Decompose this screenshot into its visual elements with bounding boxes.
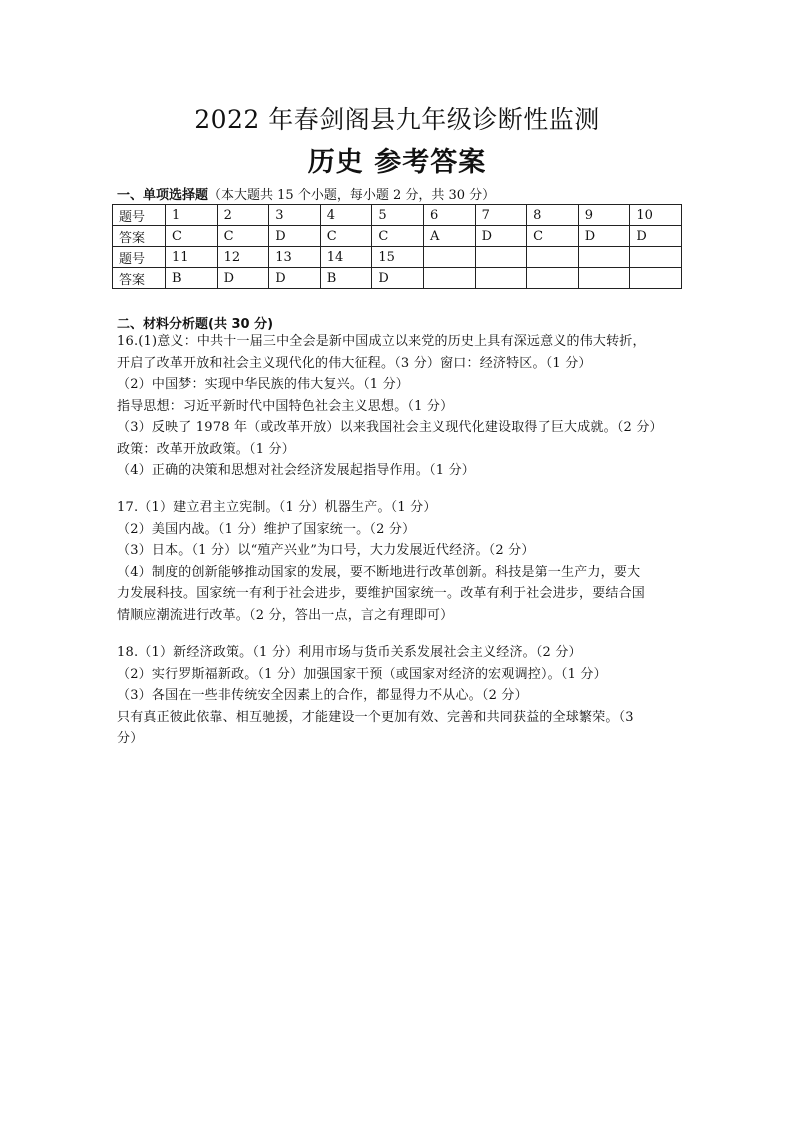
answer-table-cell <box>630 247 682 268</box>
q16-line: 16.(1)意义：中共十一届三中全会是新中国成立以来党的历史上具有深远意义的伟大转折， <box>117 334 646 349</box>
q18-line: 分） <box>117 731 144 746</box>
answer-table-cell: 7 <box>475 205 527 226</box>
answer-table-cell: C <box>217 226 269 247</box>
answer-table-cell <box>475 247 527 268</box>
answer-table-cell: A <box>423 226 475 247</box>
answer-table-cell: D <box>372 268 424 289</box>
answer-table-cell <box>578 247 630 268</box>
answer-table <box>112 204 682 289</box>
q17-line: （3）日本。（1 分）以“殖产兴业”为口号，大力发展近代经济。（2 分） <box>117 543 535 558</box>
answer-table-row-header: 答案 <box>113 268 166 289</box>
answer-table-cell: 4 <box>320 205 372 226</box>
answer-table-cell: D <box>630 226 682 247</box>
q16-line: （4）正确的决策和思想对社会经济发展起指导作用。（1 分） <box>117 463 475 478</box>
answer-table-cell: 13 <box>269 247 321 268</box>
answer-table-cell <box>527 268 579 289</box>
answer-table-cell: C <box>372 226 424 247</box>
answer-table-cell: 2 <box>217 205 269 226</box>
answer-table-cell: 14 <box>320 247 372 268</box>
q16-line: 指导思想：习近平新时代中国特色社会主义思想。（1 分） <box>117 398 454 414</box>
question-18-answer <box>117 642 685 750</box>
answer-table-cell: 5 <box>372 205 424 226</box>
answer-table-cell: 12 <box>217 247 269 268</box>
answer-table-cell: D <box>578 226 630 247</box>
q16-line: 开启了改革开放和社会主义现代化的伟大征程。（3 分）窗口：经济特区。（1 分） <box>117 355 592 371</box>
answer-table-row-header: 题号 <box>113 247 166 268</box>
answer-table-cell: 1 <box>166 205 218 226</box>
document-title: 2022 年春剑阁县九年级诊断性监测 <box>194 105 600 134</box>
answer-table-cell <box>630 268 682 289</box>
q17-line: 17.（1）建立君主立宪制。（1 分）机器生产。（1 分） <box>117 500 437 515</box>
q16-line: 政策：改革开放政策。（1 分） <box>117 441 295 457</box>
answer-table-cell <box>475 268 527 289</box>
answer-table-cell: 10 <box>630 205 682 226</box>
answer-table-cell: D <box>217 268 269 289</box>
answer-table-cell <box>527 247 579 268</box>
document-subtitle: 历史 参考答案 <box>307 147 487 178</box>
answer-table-row <box>113 226 682 247</box>
q18-line: （3）各国在一些非传统安全因素上的合作，都显得力不从心。（2 分） <box>117 688 528 703</box>
answer-table-cell <box>423 268 475 289</box>
answer-table-cell: C <box>320 226 372 247</box>
question-16-answer <box>117 331 685 482</box>
q18-line: （2）实行罗斯福新政。（1 分）加强国家干预（或国家对经济的宏观调控）。（1 分） <box>117 666 607 682</box>
q16-line: （2）中国梦：实现中华民族的伟大复兴。（1 分） <box>117 377 409 392</box>
q17-line: （4）制度的创新能够推动国家的发展，要不断地进行改革创新。科技是第一生产力，要大 <box>117 564 641 580</box>
answer-table-row <box>113 268 682 289</box>
answer-table-cell <box>423 247 475 268</box>
section1-heading: 一、单项选择题 <box>117 188 209 203</box>
q17-line: 情顺应潮流进行改革。（2 分，答出一点，言之有理即可） <box>117 607 454 623</box>
section1-note: （本大题共 15 个小题，每小题 2 分，共 30 分） <box>208 188 496 203</box>
answer-table-cell <box>578 268 630 289</box>
q16-line: （3）反映了 1978 年（或改革开放）以来我国社会主义现代化建设取得了巨大成就。（2 分） <box>117 420 663 435</box>
answer-table-cell: D <box>269 268 321 289</box>
q17-line: 力发展科技。国家统一有利于社会进步，要维护国家统一。改革有利于社会进步，要结合国 <box>117 586 646 601</box>
q18-line: 只有真正彼此依靠、相互驰援，才能建设一个更加有效、完善和共同获益的全球繁荣。（3 <box>117 709 634 725</box>
answer-table-cell: 15 <box>372 247 424 268</box>
answer-table-cell: 8 <box>527 205 579 226</box>
q18-line: 18.（1）新经济政策。（1 分）利用市场与货币关系发展社会主义经济。（2 分） <box>117 645 582 660</box>
answer-table-row-header: 答案 <box>113 226 166 247</box>
answer-table-cell: C <box>166 226 218 247</box>
section2-heading: 二、材料分析题(共 30 分) <box>117 317 274 332</box>
answer-table-cell: 6 <box>423 205 475 226</box>
answer-table-cell: 11 <box>166 247 218 268</box>
q17-line: （2）美国内战。（1 分）维护了国家统一。（2 分） <box>117 521 416 537</box>
answer-table-cell: B <box>166 268 218 289</box>
answer-table-cell: D <box>269 226 321 247</box>
answer-table-row <box>113 247 682 268</box>
answer-table-cell: C <box>527 226 579 247</box>
answer-table-cell: 3 <box>269 205 321 226</box>
answer-table-row <box>113 205 682 226</box>
answer-table-row-header: 题号 <box>113 205 166 226</box>
answer-table-cell: B <box>320 268 372 289</box>
answer-table-cell: D <box>475 226 527 247</box>
question-17-answer <box>117 497 685 626</box>
section1-heading-line <box>117 184 495 203</box>
answer-table-cell: 9 <box>578 205 630 226</box>
